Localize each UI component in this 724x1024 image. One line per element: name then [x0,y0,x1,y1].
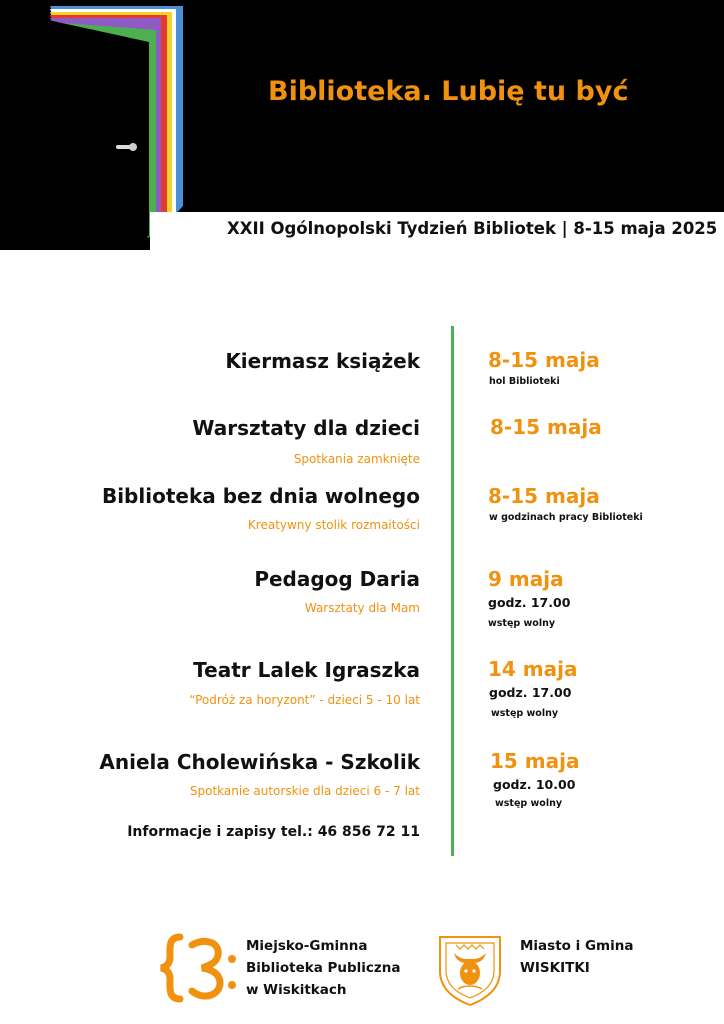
event-note: w godzinach pracy Biblioteki [489,512,643,523]
event-note: wstęp wolny [488,618,556,629]
library-name: Miejsko-Gminna Biblioteka Publiczna w Wiskitkach [246,938,401,998]
event-date: 14 maja [488,657,578,681]
event-note: hol Biblioteki [489,376,560,387]
page-title: Biblioteka. Lubię tu być [268,76,629,107]
event-date: 15 maja [490,749,580,773]
contact-info: Informacje i zapisy tel.: 46 856 72 11 [127,824,420,840]
event-date: 8-15 maja [490,415,602,439]
event-desc: Kreatywny stolik rozmaitości [247,518,420,532]
event-note: wstęp wolny [491,708,559,719]
event-desc: Spotkanie autorskie dla dzieci 6 - 7 lat [189,784,420,798]
event-date: 9 maja [488,567,564,591]
page-subtitle: XXII Ogólnopolski Tydzień Bibliotek | 8-15 maja 2025 [227,219,718,238]
town-name: Miasto i Gmina WISKITKI [520,938,634,976]
event-date: 8-15 maja [488,484,600,508]
event-note: wstęp wolny [495,798,563,809]
event-desc: “Podróż za horyzont” - dzieci 5 - 10 lat [189,693,420,707]
event-desc: Spotkania zamknięte [293,452,420,466]
event-time: godz. 10.00 [493,777,576,792]
event-name: Warsztaty dla dzieci [192,416,420,440]
event-time: godz. 17.00 [489,685,572,700]
event-name: Biblioteka bez dnia wolnego [101,484,420,508]
event-desc: Warsztaty dla Mam [304,601,420,615]
event-name: Kiermasz książek [225,349,420,373]
library-logo-icon [158,933,236,1003]
event-date: 8-15 maja [488,348,600,372]
event-name: Pedagog Daria [254,567,420,591]
green-divider [451,326,454,856]
event-time: godz. 17.00 [488,595,571,610]
event-name: Teatr Lalek Igraszka [193,658,420,682]
event-name: Aniela Cholewińska - Szkolik [99,750,420,774]
wiskitki-crest-icon [436,931,504,1007]
